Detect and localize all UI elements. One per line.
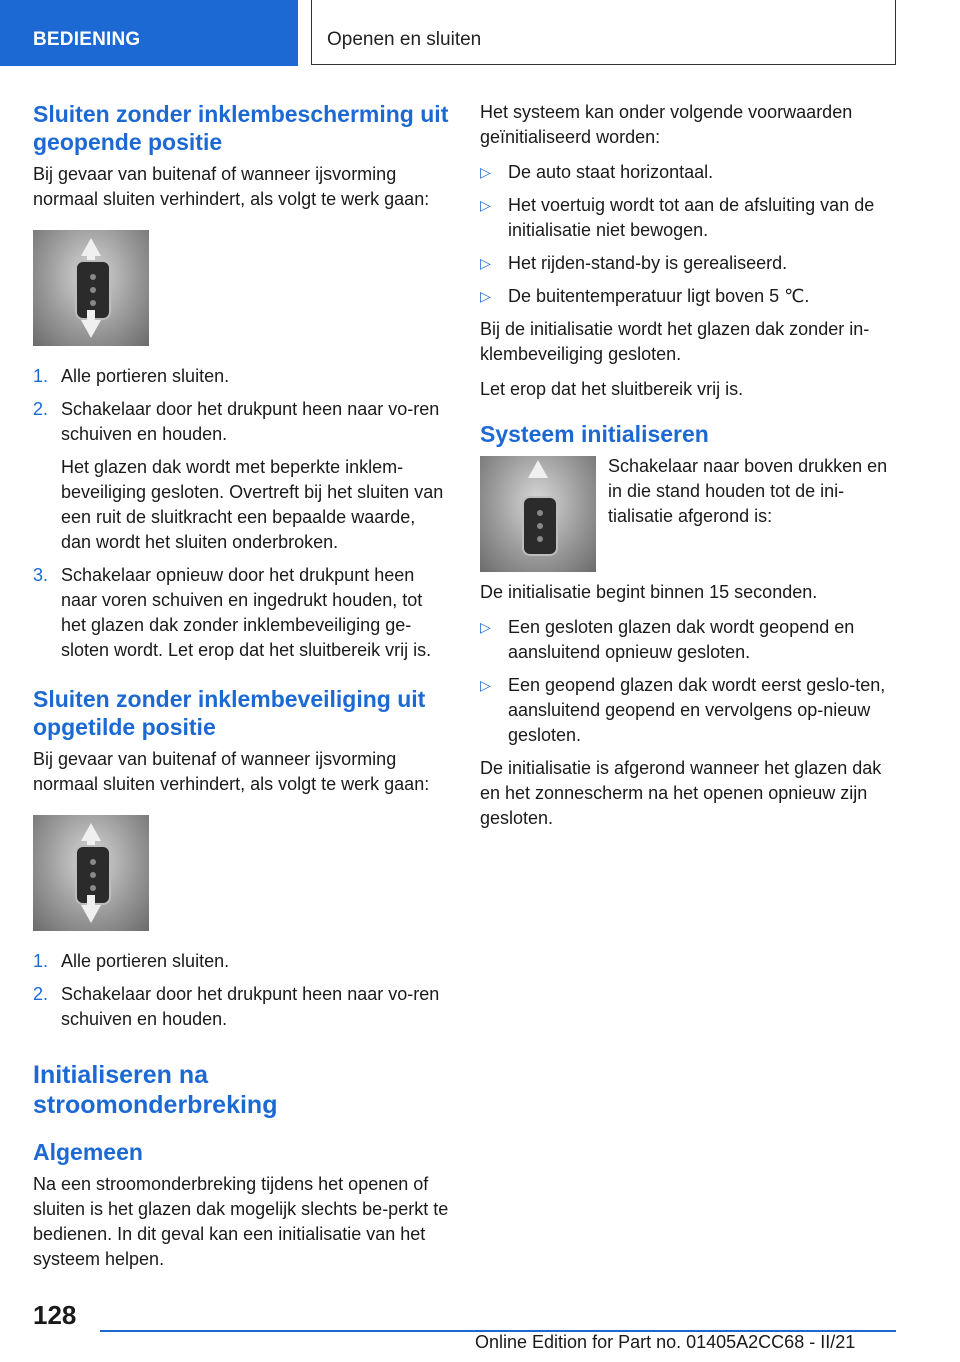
step-text: Schakelaar door het drukpunt heen naar vo-ren schuiven en houden. [61,399,440,444]
arrow-up-icon [81,238,101,256]
triangle-bullet-icon: ▷ [480,197,491,213]
bullet-item [480,251,896,276]
heading-system-init: Systeem initialiseren [480,421,709,447]
arrow-down-icon [81,905,101,923]
step-text: Schakelaar opnieuw door het drukpunt heen naar voren schuiven en ingedrukt houden, tot het glazen dak zonder inklembeveiliging ge-sloten wordt. Let erop dat het sluitbereik vrij is. [61,565,432,660]
numbered-step [33,364,449,389]
bullet-text: Een gesloten glazen dak wordt geopend en aansluitend opnieuw gesloten. [508,617,855,662]
switch-illustration-push [33,230,149,346]
bullet-item [480,673,896,748]
bullet-item [480,193,896,243]
numbered-step [33,563,449,663]
page-number: 128 [33,1300,77,1330]
numbered-step [33,949,449,974]
init-start: De initialisatie begint binnen 15 seconden. [480,582,818,602]
step-number: 1. [33,366,49,386]
step-detail: Het glazen dak wordt met beperkte inklem-beveiliging gesloten. Overtreft bij het sluiten van een ruit de sluitkracht een bepaalde waarde, dan wordt het sluiten onderbroken. [61,457,444,552]
bullet-text: Het voertuig wordt tot aan de afsluiting van de initialisatie niet bewogen. [508,195,875,240]
step-number: 2. [33,399,49,419]
conditions-intro: Het systeem kan onder volgende voorwaarden geïnitialiseerd worden: [480,102,853,147]
heading-close-tilted: Sluiten zonder inklembeveiliging uit opgetilde positie [33,686,426,740]
numbered-step [33,982,449,1032]
bullet-text: Het rijden-stand-by is gerealiseerd. [508,253,788,273]
right-column [480,100,896,841]
heading-close-open: Sluiten zonder inklembescherming uit geopende positie [33,101,449,155]
init-complete: De initialisatie is afgerond wanneer het glazen dak en het zonnescherm na het openen opnieuw zijn gesloten. [480,758,882,828]
bullet-item [480,160,896,185]
switch-icon [522,496,558,556]
intro-close-tilted: Bij gevaar van buitenaf of wanneer ijsvorming normaal sluiten verhindert, als volgt te werk gaan: [33,749,430,794]
bullet-item [480,615,896,665]
init-note: Bij de initialisatie wordt het glazen dak zonder in-klembeveiliging gesloten. [480,319,870,364]
step-text: Alle portieren sluiten. [61,951,230,971]
triangle-bullet-icon: ▷ [480,619,491,635]
init-instruction: Schakelaar naar boven drukken en in die stand houden tot de ini-tialisatie afgerond is: [608,456,888,526]
bullet-text: Een geopend glazen dak wordt eerst geslo-ten, aansluitend geopend en vervolgens op-nieuw gesloten. [508,675,886,745]
switch-illustration-init [480,456,596,572]
bullet-text: De auto staat horizontaal. [508,162,714,182]
step-number: 1. [33,951,49,971]
chapter-title: Openen en sluiten [311,0,896,65]
step-text: Alle portieren sluiten. [61,366,230,386]
bullet-text: De buitentemperatuur ligt boven 5 ℃. [508,286,810,306]
bullet-item [480,284,896,309]
triangle-bullet-icon: ▷ [480,677,491,693]
switch-illustration-tilt [33,815,149,931]
triangle-bullet-icon: ▷ [480,288,491,304]
section-tab: BEDIENING [0,0,298,66]
left-column [33,100,449,1282]
heading-general: Algemeen [33,1139,143,1165]
arrow-up-icon [528,460,548,478]
arrow-up-icon [81,823,101,841]
arrow-down-icon [81,320,101,338]
numbered-step [33,397,449,555]
step-number: 2. [33,984,49,1004]
footer-edition: Online Edition for Part no. 01405A2CC68 - II/21 [475,1332,856,1352]
clear-note: Let erop dat het sluitbereik vrij is. [480,379,744,399]
intro-close-open: Bij gevaar van buitenaf of wanneer ijsvorming normaal sluiten verhindert, als volgt te werk gaan: [33,164,430,209]
step-text: Schakelaar door het drukpunt heen naar vo-ren schuiven en houden. [61,984,440,1029]
triangle-bullet-icon: ▷ [480,164,491,180]
heading-initialise: Initialiseren na stroomonderbreking [33,1061,278,1119]
step-number: 3. [33,565,49,585]
triangle-bullet-icon: ▷ [480,255,491,271]
general-text: Na een stroomonderbreking tijdens het openen of sluiten is het glazen dak mogelijk slechts be-perkt te bedienen. In dit geval kan een initialisatie van het systeem helpen. [33,1174,449,1269]
